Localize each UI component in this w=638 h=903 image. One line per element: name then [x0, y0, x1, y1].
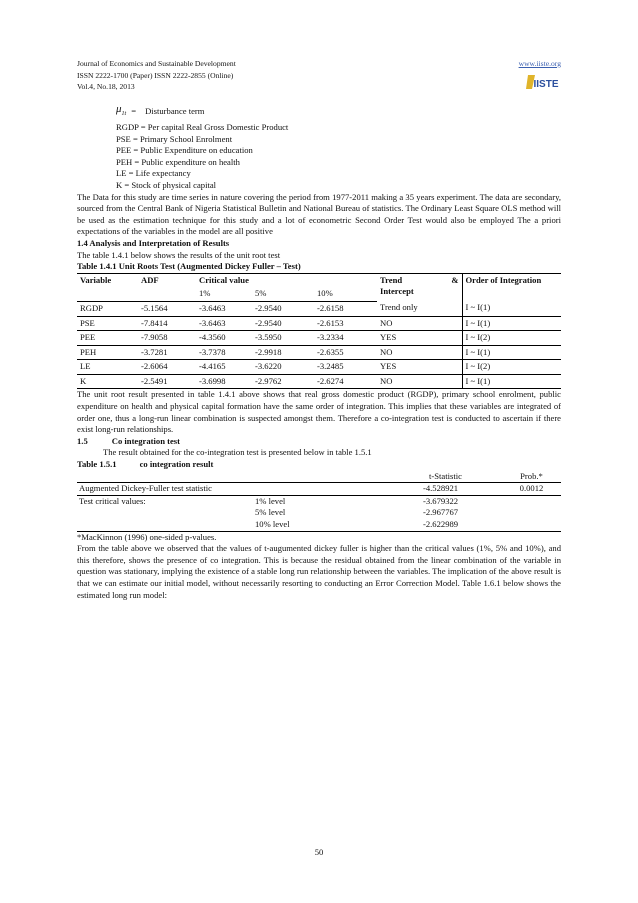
table-row: [77, 345, 561, 360]
cell-trend: NO: [377, 316, 462, 331]
adf-t-value: -4.528921: [417, 483, 502, 496]
coint-adf-row: [77, 483, 561, 496]
header-t-statistic: t-Statistic: [417, 471, 502, 483]
crit-label: Test critical values:: [79, 495, 146, 506]
header-5pct: 5%: [252, 287, 314, 301]
cell-variable: RGDP: [77, 301, 138, 316]
section-heading-1-5: [77, 436, 561, 448]
cell-order: I ~ I(1): [462, 301, 561, 316]
table-row: [77, 331, 561, 346]
adf-label: Augmented Dickey-Fuller test statistic: [77, 483, 417, 496]
cell-crit-10: -2.6274: [314, 374, 377, 389]
cell-variable: K: [77, 374, 138, 389]
cell-crit-10: -2.6355: [314, 345, 377, 360]
journal-url-link[interactable]: www.iiste.org: [518, 59, 561, 68]
cell-adf: -7.9058: [138, 331, 196, 346]
table-1-4-1-intro: The table 1.4.1 below shows the results of the unit root test: [77, 249, 281, 260]
table-row: [77, 360, 561, 375]
cell-variable: LE: [77, 360, 138, 375]
table-number: Table 1.5.1: [77, 459, 117, 470]
mu-equals: =: [131, 106, 137, 117]
section-heading-1-4: 1.4 Analysis and Interpretation of Results: [77, 237, 230, 248]
table-title: co integration result: [139, 459, 214, 470]
section-number: 1.5: [77, 435, 88, 446]
header-variable: Variable: [77, 273, 138, 287]
cell-adf: -2.6064: [138, 360, 196, 375]
cell-crit-1: -3.6463: [196, 301, 252, 316]
cell-crit-5: -2.9540: [252, 301, 314, 316]
cell-trend: Trend only: [377, 301, 462, 316]
cell-order: I ~ I(1): [462, 345, 561, 360]
definition-item: PEE = Public Expenditure on education: [116, 145, 253, 156]
header-trend-intercept: Trend & Intercept: [377, 273, 462, 301]
cell-trend: YES: [377, 331, 462, 346]
cell-crit-1: -4.4165: [196, 360, 252, 375]
mu-symbol: $\mu_{1t}$: [116, 102, 127, 117]
cell-trend: NO: [377, 345, 462, 360]
adf-p-value: 0.0012: [502, 483, 561, 496]
definition-item: PSE = Primary School Enrolment: [116, 133, 233, 144]
definition-item: LE = Life expectancy: [116, 168, 191, 179]
conclusion-paragraph: From the table above we observed that the values of t-augumented dickey fuller is higher than the critical values (1%, 5% and 10%), and this therefore, shows the presence of co integration. This is because the residual obtained from the linear combination of the variable in question was stationary, implying the existence of a stable long run relationship between the variables. The implication of the above result is that we can estimate our initial model, without necessarily resorting to conducting an Error Correction Model. Table 1.6.1 below shows the estimated long run model:: [77, 543, 561, 600]
header-adf: ADF: [138, 273, 196, 287]
variable-definitions: [77, 122, 561, 192]
cell-variable: PEH: [77, 345, 138, 360]
cell-crit-5: -2.9540: [252, 316, 314, 331]
coint-crit-row: [77, 519, 561, 531]
cell-crit-1: -3.6463: [196, 316, 252, 331]
cell-order: I ~ I(2): [462, 331, 561, 346]
header-10pct: 10%: [314, 287, 377, 301]
header-prob: Prob.*: [502, 471, 561, 483]
mu-description: Disturbance term: [145, 106, 205, 117]
crit-value: -3.679322: [423, 495, 459, 506]
cell-order: I ~ I(2): [462, 360, 561, 375]
table-row: [77, 316, 561, 331]
unit-root-table: [77, 273, 561, 390]
logo-text: IISTE: [533, 79, 559, 90]
header-1pct: 1%: [196, 287, 252, 301]
definition-item: RGDP = Per capital Real Gross Domestic Product: [116, 122, 289, 132]
cell-crit-5: -2.9918: [252, 345, 314, 360]
definition-item: K = Stock of physical capital: [116, 179, 217, 190]
cell-crit-5: -3.5950: [252, 331, 314, 346]
article-body: [77, 102, 561, 601]
cell-order: I ~ I(1): [462, 374, 561, 389]
coint-header-row: [77, 471, 561, 483]
table-header-row: [77, 273, 561, 287]
cell-order: I ~ I(1): [462, 316, 561, 331]
cell-adf: -5.1564: [138, 301, 196, 316]
cointegration-table: [77, 471, 561, 532]
cell-trend: NO: [377, 374, 462, 389]
cell-variable: PEE: [77, 331, 138, 346]
journal-issn: ISSN 2222-1700 (Paper) ISSN 2222-2855 (Online): [77, 70, 234, 80]
mackinnon-note: *MacKinnon (1996) one-sided p-values.: [77, 531, 217, 542]
cell-crit-5: -2.9762: [252, 374, 314, 389]
journal-volume: Vol.4, No.18, 2013: [77, 82, 135, 91]
cell-crit-1: -3.7378: [196, 345, 252, 360]
coint-intro: The result obtained for the co-integration test is presented below in table 1.5.1: [103, 447, 372, 458]
table-row: [77, 301, 561, 316]
cell-trend: YES: [377, 360, 462, 375]
header-order-integration: Order of Integration: [462, 273, 561, 301]
crit-level: 1% level: [255, 495, 286, 506]
cell-variable: PSE: [77, 316, 138, 331]
page-number: 50: [314, 847, 324, 857]
cell-adf: -3.7281: [138, 345, 196, 360]
header-critical-value: Critical value: [196, 273, 377, 287]
cell-crit-10: -2.6153: [314, 316, 377, 331]
cell-adf: -7.8414: [138, 316, 196, 331]
cell-crit-5: -3.6220: [252, 360, 314, 375]
disturbance-term-definition: [77, 102, 561, 122]
cell-adf: -2.5491: [138, 374, 196, 389]
unit-root-discussion: The unit root result presented in table 1.4.1 above shows that real gross domestic product (RGDP), primary school enrolment, public expenditure on health and physical capital formation have the same order of integration. This implies that these variables are integrated of order one, thus a long-run linear combination is suspected amongst them. Therefore a co-integration test is conducted to ascertain if there exist long-run relationships.: [77, 389, 561, 435]
journal-name: Journal of Economics and Sustainable Development: [77, 59, 236, 68]
crit-level: 5% level: [255, 507, 286, 518]
definition-item: PEH = Public expenditure on health: [116, 156, 240, 167]
cell-crit-1: -4.3560: [196, 331, 252, 346]
cell-crit-10: -3.2485: [314, 360, 377, 375]
table-1-4-1-caption: Table 1.4.1 Unit Roots Test (Augmented Dickey Fuller – Test): [77, 261, 301, 272]
crit-value: -2.622989: [417, 519, 502, 531]
cell-crit-1: -3.6998: [196, 374, 252, 389]
coint-crit-row: [77, 495, 561, 507]
iiste-logo: [526, 71, 560, 93]
page-header: [77, 58, 561, 93]
table-row: [77, 374, 561, 389]
section-title: Co integration test: [111, 435, 181, 446]
cell-crit-10: -3.2334: [314, 331, 377, 346]
table-1-5-1-caption: [77, 459, 561, 471]
crit-value: -2.967767: [423, 507, 459, 518]
coint-crit-row: [77, 507, 561, 519]
cell-crit-10: -2.6158: [314, 301, 377, 316]
crit-level: 10% level: [247, 519, 417, 531]
data-paragraph: The Data for this study are time series in nature covering the period from 1977-2011 making a 35 years experiment. The data are secondary, sourced from the Central Bank of Nigeria Statistical Bulletin and National Bureau of statistics. The Ordinary Least Square OLS method will be used as the estimation technique for this study and a lot of econometric Second Order Test would also be employed The a priori expectations of the variables in the model are all positive: [77, 191, 561, 237]
